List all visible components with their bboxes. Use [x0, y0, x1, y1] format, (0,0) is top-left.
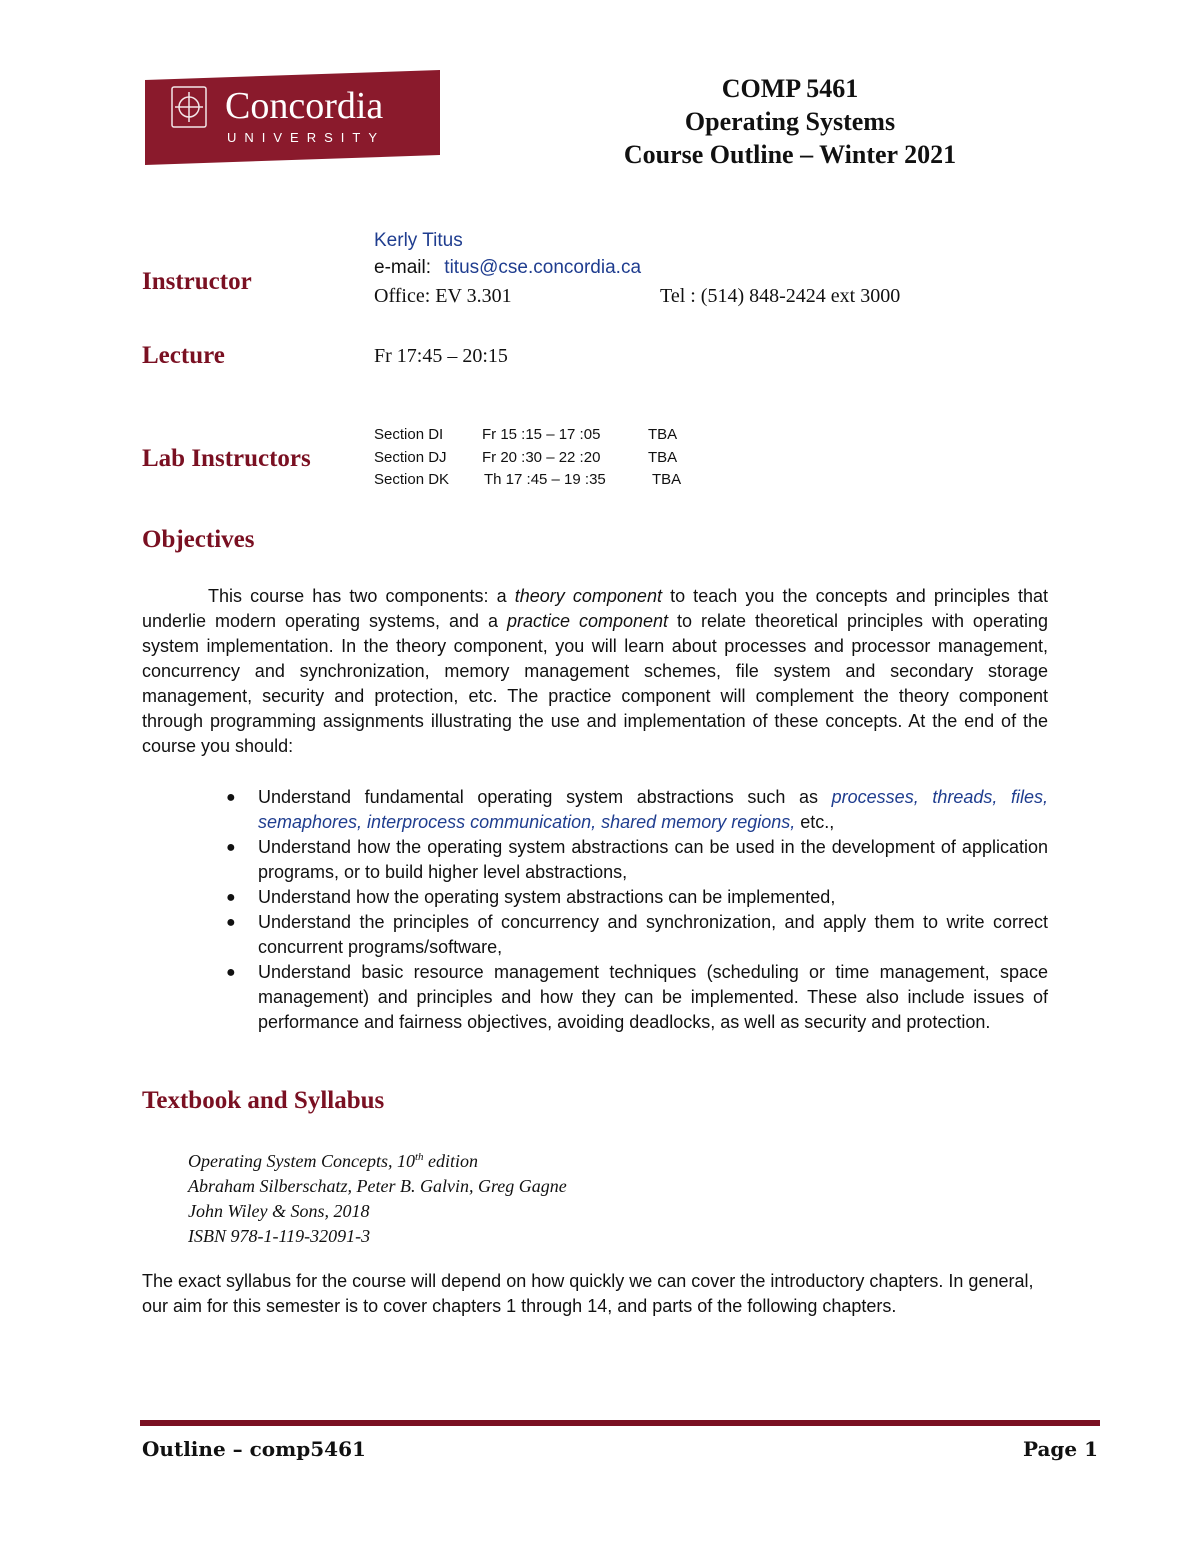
course-name: Operating Systems: [684, 107, 896, 136]
textbook-heading: Textbook and Syllabus: [142, 1087, 385, 1114]
book-isbn: ISBN 978-1-119-32091-3: [188, 1226, 371, 1246]
instructor-label: Instructor: [142, 268, 252, 295]
lab-row: [374, 426, 677, 443]
list-item: ● Understand fundamental operating system abstractions such as processes, threads, files, semaphores, interprocess communication, shared memory regions, etc.,: [226, 787, 1048, 832]
page-number: Page 1: [1022, 1437, 1098, 1461]
course-header: [560, 72, 1020, 171]
objectives-text: to teach you the concepts and principles that underlie modern operating systems, and a: [142, 586, 1049, 631]
lab-time: Fr 20 :30 – 22 :20: [482, 449, 601, 466]
lab-row: [374, 471, 681, 488]
syllabus-paragraph: The exact syllabus for the course will depend on how quickly we can cover the introductory chapters. In general, our aim for this semester is to cover chapters 1 through 14, and parts of the following chapters.: [142, 1271, 1034, 1316]
logo-graphic: [145, 70, 440, 165]
concordia-logo: [145, 70, 440, 165]
course-code: COMP 5461: [721, 74, 859, 103]
instructor-name: Kerly Titus: [374, 230, 463, 251]
bullet-icon: ●: [226, 789, 236, 806]
objectives-text: to relate theoretical principles with operating system implementation. In the theory component, you will learn about processes and processor management, concurrency and synchronization, memory management schemes, file system and secondary storage management, security and protection, etc. The practice component will complement the theory component through programming assignments illustrating the use and implementation of these concepts. At the end of the course you should:: [142, 611, 1048, 756]
lab-time: Th 17 :45 – 19 :35: [484, 471, 606, 488]
logo-subtext: UNIVERSITY: [227, 130, 386, 145]
lecture-label: Lecture: [142, 342, 225, 369]
bullet-icon: ●: [226, 914, 236, 931]
list-item: ● Understand how the operating system abstractions can be used in the development of application programs, or to build higher level abstractions,: [226, 837, 1048, 882]
lab-section: Section DK: [374, 471, 450, 488]
book-authors: Abraham Silberschatz, Peter B. Galvin, Greg Gagne: [188, 1176, 567, 1196]
lecture-time: Fr 17:45 – 20:15: [374, 345, 508, 367]
objectives-heading: Objectives: [142, 526, 255, 553]
lab-instructor: TBA: [652, 471, 682, 488]
telephone: Tel : (514) 848-2424 ext 3000: [660, 285, 901, 307]
bullet-icon: ●: [226, 889, 236, 906]
lab-row: [374, 449, 677, 466]
office: Office: EV 3.301: [374, 285, 512, 307]
book-title: Operating System Concepts, 10th edition: [188, 1151, 479, 1171]
email-label: e-mail:: [374, 257, 432, 278]
instructor-email-row: [374, 257, 641, 279]
email-link[interactable]: titus@cse.concordia.ca: [444, 257, 642, 278]
lab-instructors-label: Lab Instructors: [142, 445, 311, 472]
outline-title: Course Outline – Winter 2021: [623, 140, 957, 169]
bullet-icon: ●: [226, 964, 236, 981]
theory-component-term: theory component: [514, 586, 662, 606]
lab-section: Section DJ: [374, 449, 447, 466]
lab-time: Fr 15 :15 – 17 :05: [482, 426, 601, 443]
footer-divider: [140, 1420, 1100, 1426]
list-item: ● Understand the principles of concurrency and synchronization, and apply them to write correct concurrent programs/software,: [226, 912, 1048, 957]
list-item: ● Understand how the operating system abstractions can be implemented,: [258, 885, 1048, 910]
lab-section: Section DI: [374, 426, 444, 443]
lab-instructor: TBA: [648, 426, 678, 443]
textbook-citation: [188, 1145, 567, 1249]
practice-component-term: practice component: [506, 611, 669, 631]
bullet-icon: ●: [226, 839, 236, 856]
footer-outline-label: Outline – comp5461: [142, 1437, 366, 1461]
objectives-text: This course has two components: a: [208, 586, 515, 606]
lab-instructor: TBA: [648, 449, 678, 466]
objectives-list: [226, 785, 1048, 1035]
book-publisher: John Wiley & Sons, 2018: [188, 1201, 370, 1221]
objectives-paragraph: [142, 584, 1048, 759]
list-item: ● Understand basic resource management techniques (scheduling or time management, space management) and principles and how they can be implemented. These also include issues of performance and fairness objectives, avoiding deadlocks, as well as security and protection.: [226, 962, 1048, 1032]
logo-text: Concordia: [225, 85, 384, 127]
abstractions-terms: processes, threads, files, semaphores, interprocess communication, shared memory regions,: [258, 787, 1048, 832]
